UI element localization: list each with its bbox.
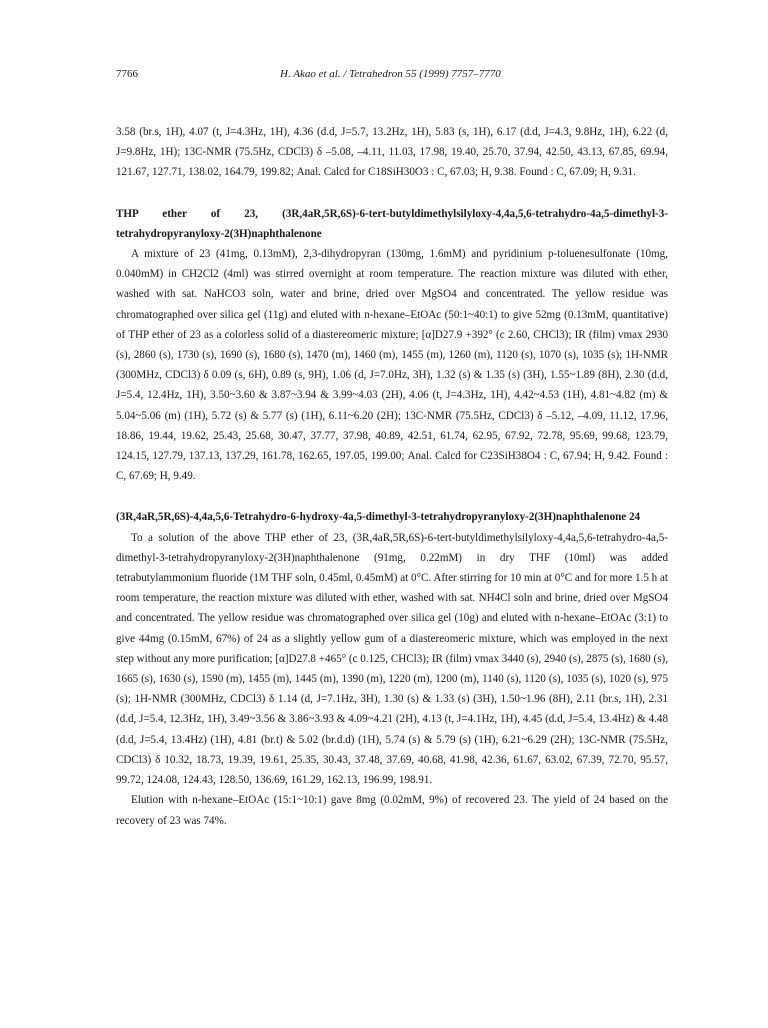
paragraph-recovery-yield: Elution with n-hexane–EtOAc (15:1~10:1) gave 8mg (0.02mM, 9%) of recovered 23. The yield of 24 based on the recovery of 23 was 74%. <box>116 794 668 827</box>
article-body <box>116 122 668 831</box>
heading-compound-24: (3R,4aR,5R,6S)-4,4a,5,6-Tetrahydro-6-hydroxy-4a,5-dimethyl-3-tetrahydropyranyloxy-2(3H)naphthalenone 24 <box>116 511 641 524</box>
page-number: 7766 <box>116 68 138 80</box>
paragraph-thp-ether-procedure: A mixture of 23 (41mg, 0.13mM), 2,3-dihydropyran (130mg, 1.6mM) and pyridinium p-toluenesulfonate (10mg, 0.040mM) in CH2Cl2 (4ml) was stirred overnight at room temperature. The reaction mixture was diluted with ether, washed with sat. NaHCO3 soln, water and brine, dried over MgSO4 and concentrated. The yellow residue was chromatographed over silica gel (11g) and eluted with n-hexane–EtOAc (50:1~40:1) to give 52mg (0.13mM, quantitative) of THP ether of 23 as a colorless solid of a diastereomeric mixture; [α]D27.9 +392° (c 2.60, CHCl3); IR (film) vmax 2930 (s), 2860 (s), 1730 (s), 1690 (s), 1680 (s), 1470 (m), 1460 (m), 1455 (m), 1260 (m), 1120 (s), 1070 (s), 1035 (s); 1H-NMR (300MHz, CDCl3) δ 0.09 (s, 6H), 0.89 (s, 9H), 1.06 (d, J=7.0Hz, 3H), 1.32 (s) & 1.35 (s) (3H), 1.55~1.89 (8H), 2.30 (d.d, J=5.4, 12.4Hz, 1H), 3.50~3.60 & 3.87~3.94 & 3.99~4.03 (2H), 4.06 (t, J=4.3Hz, 1H), 4.42~4.53 (1H), 4.81~4.82 (m) & 5.04~5.06 (m) (1H), 5.72 (s) & 5.77 (s) (1H), 6.11~6.20 (2H); 13C-NMR (75.5Hz, CDCl3) δ –5.12, –4.09, 11.12, 17.96, 18.86, 19.44, 19.62, 25.43, 25.68, 30.47, 37.77, 37.98, 40.89, 42.51, 61.74, 62.95, 67.92, 72.78, 95.69, 99.68, 123.79, 124.15, 127.79, 137.13, 137.29, 161.78, 162.65, 197.05, 199.00; Anal. Calcd for C23SiH38O4 : C, 67.94; H, 9.42. Found : C, 67.69; H, 9.49. <box>116 248 668 483</box>
page-header <box>116 68 668 84</box>
heading-thp-ether-23: THP ether of 23, (3R,4aR,5R,6S)-6-tert-butyldimethylsilyloxy-4,4a,5,6-tetrahydro-4a,5-dimethyl-3-tetrahydropyranyloxy-2(3H)naphthalenone <box>116 207 668 240</box>
paragraph-continued-nmr-data: 3.58 (br.s, 1H), 4.07 (t, J=4.3Hz, 1H), 4.36 (d.d, J=5.7, 13.2Hz, 1H), 5.83 (s, 1H), 6.17 (d.d, J=4.3, 9.8Hz, 1H), 6.22 (d, J=9.8Hz, 1H); 13C-NMR (75.5Hz, CDCl3) δ –5.08, –4.11, 11.03, 17.98, 19.40, 25.70, 37.94, 42.50, 43.13, 67.85, 69.94, 121.67, 127.71, 138.02, 164.79, 199.82; Anal. Calcd for C18SiH30O3 : C, 67.03; H, 9.38. Found : C, 67.09; H, 9.31. <box>116 126 668 179</box>
journal-citation: H. Akao et al. / Tetrahedron 55 (1999) 7757–7770 <box>280 68 501 80</box>
paragraph-compound-24-procedure: To a solution of the above THP ether of 23, (3R,4aR,5R,6S)-6-tert-butyldimethylsilyloxy-4,4a,5,6-tetrahydro-4a,5-dimethyl-3-tetrahydropyranyloxy-2(3H)naphthalenone (91mg, 0.22mM) in dry THF (10ml) was added tetrabutylammonium fluoride (1M THF soln, 0.45ml, 0.45mM) at 0°C. After stirring for 10 min at 0°C and for more 1.5 h at room temperature, the reaction mixture was diluted with ether, washed with sat. NH4Cl soln and brine, dried over MgSO4 and concentrated. The yellow residue was chromatographed over silica gel (10g) and eluted with n-hexane–EtOAc (3:1) to give 44mg (0.15mM, 67%) of 24 as a slightly yellow gum of a diastereomeric mixture, which was employed in the next step without any more purification; [α]D27.8 +465° (c 0.125, CHCl3); IR (film) vmax 3440 (s), 2940 (s), 2875 (s), 1680 (s), 1665 (s), 1630 (s), 1590 (m), 1455 (m), 1445 (m), 1390 (m), 1220 (m), 1200 (m), 1140 (s), 1120 (s), 1035 (s), 1020 (s), 975 (s); 1H-NMR (300MHz, CDCl3) δ 1.14 (d, J=7.1Hz, 3H), 1.30 (s) & 1.33 (s) (3H), 1.50~1.96 (8H), 2.11 (br.s, 1H), 2.31 (d.d, J=5.4, 12.3Hz, 1H), 3.49~3.56 & 3.86~3.93 & 4.09~4.21 (2H), 4.13 (t, J=4.1Hz, 1H), 4.45 (d.d, J=5.4, 13.4Hz) & 4.48 (d.d, J=5.4, 13.4Hz) (1H), 4.81 (br.t) & 5.02 (br.d.d) (1H), 5.74 (s) & 5.79 (s) (1H), 6.21~6.29 (2H); 13C-NMR (75.5Hz, CDCl3) δ 10.32, 18.73, 19.39, 19.61, 25.35, 30.43, 37.48, 37.69, 40.68, 41.98, 42.36, 61.67, 63.02, 67.39, 72.70, 95.57, 99.72, 124.08, 124.43, 128.50, 136.69, 161.29, 162.13, 196.99, 198.91. <box>116 531 668 787</box>
